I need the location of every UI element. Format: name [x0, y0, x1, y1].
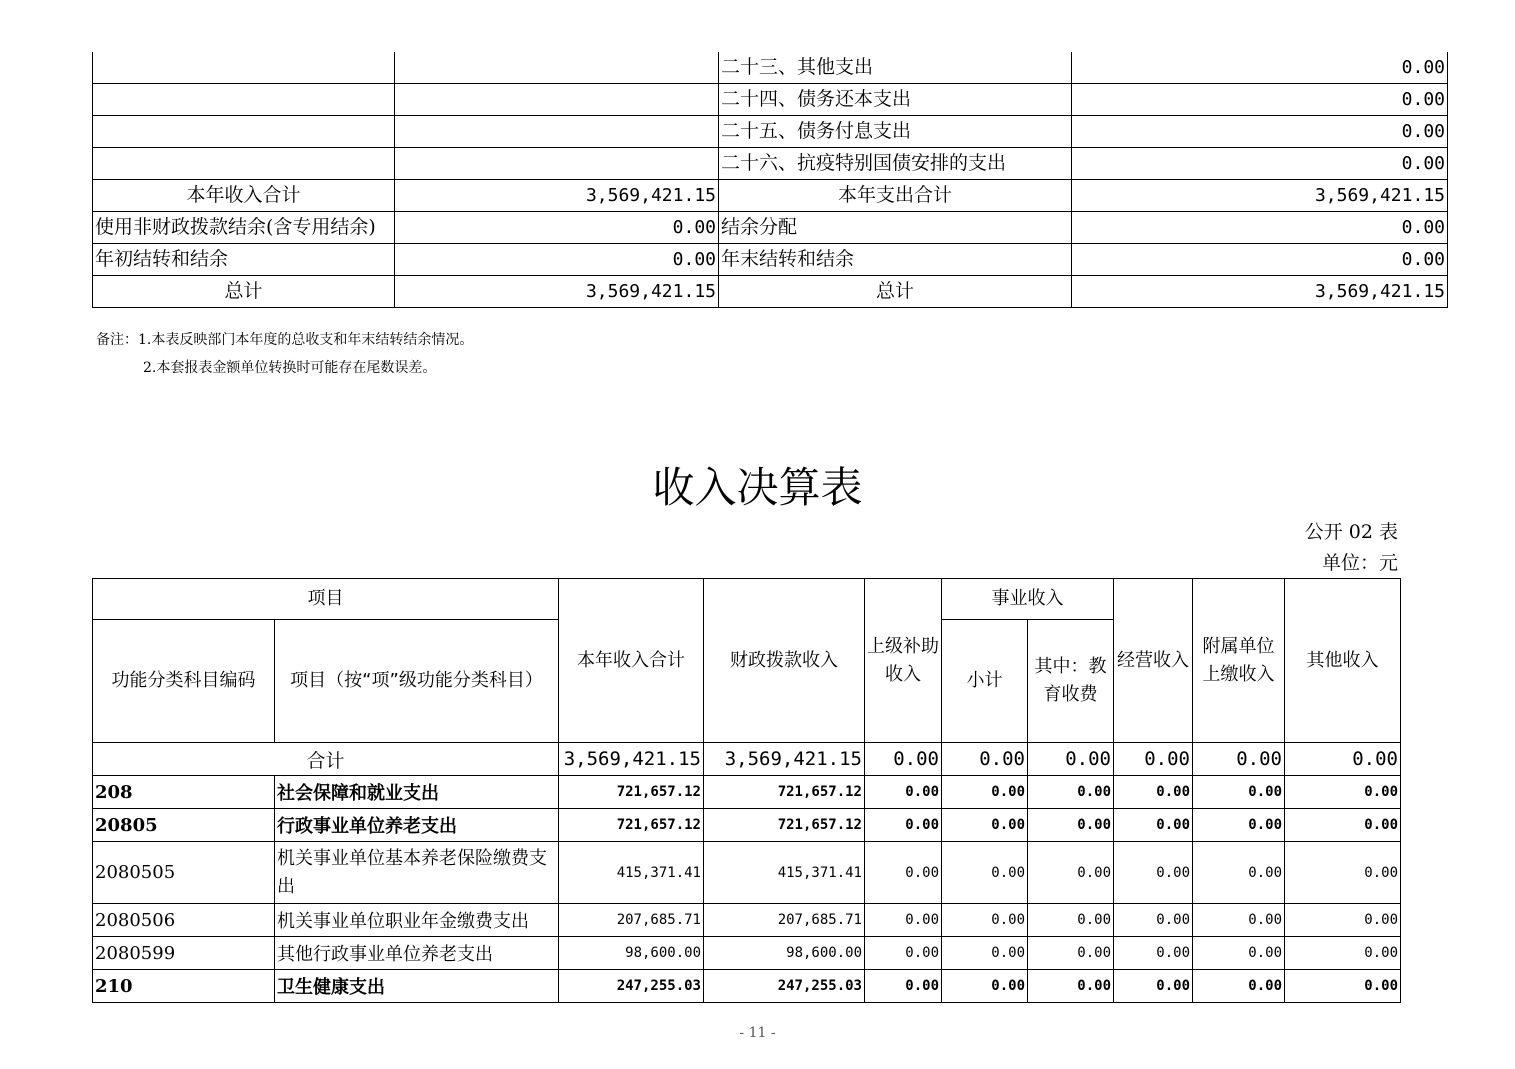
table-row — [93, 937, 1401, 970]
row-value: 0.00 — [865, 809, 942, 842]
table-row — [93, 180, 1448, 212]
expense-label: 二十五、债务付息支出 — [719, 116, 1072, 148]
total-value: 0.00 — [1193, 743, 1285, 776]
row-value: 0.00 — [1285, 842, 1401, 904]
income-value — [395, 52, 719, 84]
row-value: 0.00 — [1028, 904, 1114, 937]
row-value: 0.00 — [1028, 776, 1114, 809]
row-value: 0.00 — [1285, 970, 1401, 1003]
expense-label: 二十六、抗疫特别国债安排的支出 — [719, 148, 1072, 180]
row-value: 0.00 — [942, 842, 1028, 904]
income-label — [93, 52, 395, 84]
row-code: 2080506 — [93, 904, 275, 937]
header-row — [93, 579, 1401, 620]
row-value: 0.00 — [865, 970, 942, 1003]
row-value: 0.00 — [1114, 970, 1193, 1003]
row-name: 其他行政事业单位养老支出 — [275, 937, 559, 970]
total-value: 0.00 — [1114, 743, 1193, 776]
header-superior: 上级补助收入 — [865, 579, 942, 743]
total-row — [93, 743, 1401, 776]
row-value: 415,371.41 — [559, 842, 704, 904]
row-name: 行政事业单位养老支出 — [275, 809, 559, 842]
row-value: 415,371.41 — [704, 842, 865, 904]
header-other: 其他收入 — [1285, 579, 1401, 743]
row-name: 机关事业单位职业年金缴费支出 — [275, 904, 559, 937]
header-total: 本年收入合计 — [559, 579, 704, 743]
row-value: 0.00 — [942, 776, 1028, 809]
header-business: 事业收入 — [942, 579, 1114, 620]
table-row — [93, 904, 1401, 937]
table-row — [93, 52, 1448, 84]
row-value: 0.00 — [1285, 937, 1401, 970]
row-value: 721,657.12 — [559, 776, 704, 809]
row-value: 721,657.12 — [559, 809, 704, 842]
row-value: 0.00 — [865, 937, 942, 970]
row-name: 卫生健康支出 — [275, 970, 559, 1003]
grand-total-value: 3,569,421.15 — [395, 276, 719, 308]
income-label — [93, 148, 395, 180]
row-name: 机关事业单位基本养老保险缴费支出 — [275, 842, 559, 904]
row-value: 0.00 — [1114, 809, 1193, 842]
row-value: 247,255.03 — [704, 970, 865, 1003]
income-table — [92, 578, 1401, 1003]
row-value: 0.00 — [1028, 937, 1114, 970]
row-value: 0.00 — [1028, 809, 1114, 842]
row-value: 0.00 — [942, 970, 1028, 1003]
table-row — [93, 84, 1448, 116]
row-value: 0.00 — [1193, 809, 1285, 842]
form-number: 公开 02 表 — [1304, 521, 1398, 543]
table-row — [93, 776, 1401, 809]
note-line-1: 备注：1.本表反映部门本年度的总收支和年末结转结余情况。 — [96, 332, 474, 348]
income-value: 0.00 — [395, 212, 719, 244]
income-value — [395, 116, 719, 148]
unit-label: 单位：元 — [1321, 552, 1398, 574]
income-total-value: 3,569,421.15 — [395, 180, 719, 212]
note-line-2: 2.本套报表金额单位转换时可能存在尾数误差。 — [143, 360, 437, 376]
header-affiliated: 附属单位上缴收入 — [1193, 579, 1285, 743]
total-value: 3,569,421.15 — [704, 743, 865, 776]
row-value: 721,657.12 — [704, 776, 865, 809]
expense-value: 0.00 — [1072, 84, 1448, 116]
row-value: 0.00 — [1114, 904, 1193, 937]
expense-value: 0.00 — [1072, 116, 1448, 148]
row-value: 0.00 — [942, 904, 1028, 937]
expense-label: 二十三、其他支出 — [719, 52, 1072, 84]
header-subtotal: 小计 — [942, 620, 1028, 743]
row-code: 2080599 — [93, 937, 275, 970]
total-value: 0.00 — [865, 743, 942, 776]
row-value: 0.00 — [865, 904, 942, 937]
table-row — [93, 842, 1401, 904]
row-value: 0.00 — [1193, 937, 1285, 970]
income-label: 使用非财政拨款结余(含专用结余) — [93, 212, 395, 244]
row-value: 247,255.03 — [559, 970, 704, 1003]
grand-total-label: 总计 — [93, 276, 395, 308]
row-value: 98,600.00 — [559, 937, 704, 970]
table-row — [93, 148, 1448, 180]
row-value: 0.00 — [865, 842, 942, 904]
expense-label: 二十四、债务还本支出 — [719, 84, 1072, 116]
summary-table — [92, 52, 1448, 308]
table-row — [93, 244, 1448, 276]
expense-value: 0.00 — [1072, 212, 1448, 244]
row-value: 0.00 — [1285, 904, 1401, 937]
row-value: 98,600.00 — [704, 937, 865, 970]
row-value: 0.00 — [1028, 970, 1114, 1003]
income-total-label: 本年收入合计 — [93, 180, 395, 212]
row-value: 207,685.71 — [559, 904, 704, 937]
header-code: 功能分类科目编码 — [93, 620, 275, 743]
income-value — [395, 84, 719, 116]
grand-total-label: 总计 — [719, 276, 1072, 308]
row-value: 0.00 — [1193, 776, 1285, 809]
row-value: 0.00 — [1114, 937, 1193, 970]
total-value: 0.00 — [1028, 743, 1114, 776]
row-value: 207,685.71 — [704, 904, 865, 937]
table-row — [93, 970, 1401, 1003]
income-value: 0.00 — [395, 244, 719, 276]
row-value: 0.00 — [1285, 809, 1401, 842]
table-row — [93, 212, 1448, 244]
row-code: 208 — [93, 776, 275, 809]
row-value: 0.00 — [1193, 904, 1285, 937]
header-item: 项目 — [93, 579, 559, 620]
expense-label: 年末结转和结余 — [719, 244, 1072, 276]
grand-total-value: 3,569,421.15 — [1072, 276, 1448, 308]
row-code: 210 — [93, 970, 275, 1003]
header-name: 项目（按“项”级功能分类科目） — [275, 620, 559, 743]
page-title: 收入决算表 — [652, 463, 863, 512]
income-label — [93, 84, 395, 116]
header-fiscal: 财政拨款收入 — [704, 579, 865, 743]
row-value: 0.00 — [865, 776, 942, 809]
income-label — [93, 116, 395, 148]
row-value: 0.00 — [942, 937, 1028, 970]
table-row — [93, 809, 1401, 842]
page-number: - 11 - — [739, 1025, 776, 1041]
row-value: 721,657.12 — [704, 809, 865, 842]
row-value: 0.00 — [1285, 776, 1401, 809]
total-label: 合计 — [93, 743, 559, 776]
expense-value: 0.00 — [1072, 52, 1448, 84]
row-value: 0.00 — [1193, 970, 1285, 1003]
total-value: 3,569,421.15 — [559, 743, 704, 776]
header-edu: 其中：教育收费 — [1028, 620, 1114, 743]
row-name: 社会保障和就业支出 — [275, 776, 559, 809]
expense-label: 结余分配 — [719, 212, 1072, 244]
table-row — [93, 276, 1448, 308]
total-value: 0.00 — [1285, 743, 1401, 776]
row-value: 0.00 — [1114, 776, 1193, 809]
expense-total-value: 3,569,421.15 — [1072, 180, 1448, 212]
expense-value: 0.00 — [1072, 148, 1448, 180]
row-code: 20805 — [93, 809, 275, 842]
income-value — [395, 148, 719, 180]
row-value: 0.00 — [1028, 842, 1114, 904]
row-code: 2080505 — [93, 842, 275, 904]
table-row — [93, 116, 1448, 148]
income-label: 年初结转和结余 — [93, 244, 395, 276]
expense-value: 0.00 — [1072, 244, 1448, 276]
expense-total-label: 本年支出合计 — [719, 180, 1072, 212]
row-value: 0.00 — [1114, 842, 1193, 904]
row-value: 0.00 — [942, 809, 1028, 842]
row-value: 0.00 — [1193, 842, 1285, 904]
header-operating: 经营收入 — [1114, 579, 1193, 743]
total-value: 0.00 — [942, 743, 1028, 776]
